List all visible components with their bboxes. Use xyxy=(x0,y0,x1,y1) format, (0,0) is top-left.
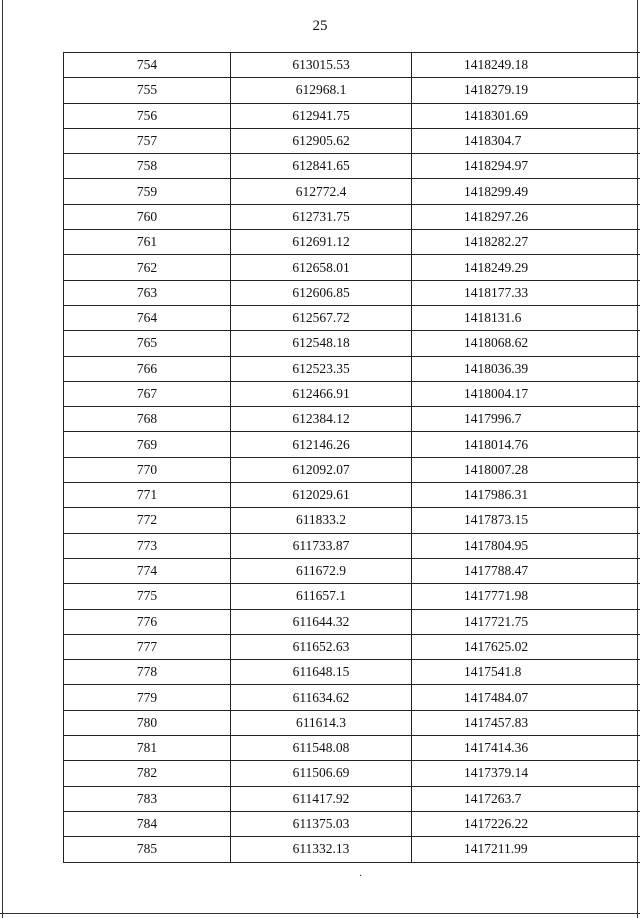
table-row xyxy=(64,660,640,685)
y-coordinate-cell: 1417541.8 xyxy=(412,660,640,685)
table-row xyxy=(64,533,640,558)
x-coordinate-cell: 611648.15 xyxy=(231,660,412,685)
point-number-cell: 763 xyxy=(64,280,231,305)
y-coordinate-cell: 1418279.19 xyxy=(412,78,640,103)
y-coordinate-cell: 1417414.36 xyxy=(412,736,640,761)
point-number-cell: 777 xyxy=(64,634,231,659)
x-coordinate-cell: 611652.63 xyxy=(231,634,412,659)
y-coordinate-cell: 1418301.69 xyxy=(412,103,640,128)
point-number-cell: 782 xyxy=(64,761,231,786)
point-number-cell: 762 xyxy=(64,255,231,280)
coordinates-table xyxy=(63,52,640,863)
y-coordinate-cell: 1417226.22 xyxy=(412,811,640,836)
page-edge-bottom xyxy=(0,913,640,914)
point-number-cell: 765 xyxy=(64,331,231,356)
x-coordinate-cell: 612841.65 xyxy=(231,154,412,179)
x-coordinate-cell: 613015.53 xyxy=(231,53,412,78)
x-coordinate-cell: 611657.1 xyxy=(231,584,412,609)
page-number: 25 xyxy=(312,18,328,34)
point-number-cell: 778 xyxy=(64,660,231,685)
table-row xyxy=(64,103,640,128)
table-row xyxy=(64,710,640,735)
table-row xyxy=(64,736,640,761)
point-number-cell: 775 xyxy=(64,584,231,609)
table-row xyxy=(64,837,640,862)
point-number-cell: 784 xyxy=(64,811,231,836)
y-coordinate-cell: 1418014.76 xyxy=(412,432,640,457)
y-coordinate-cell: 1418304.7 xyxy=(412,128,640,153)
point-number-cell: 779 xyxy=(64,685,231,710)
point-number-cell: 772 xyxy=(64,508,231,533)
y-coordinate-cell: 1417457.83 xyxy=(412,710,640,735)
table-row xyxy=(64,685,640,710)
y-coordinate-cell: 1417211.99 xyxy=(412,837,640,862)
x-coordinate-cell: 611672.9 xyxy=(231,558,412,583)
table-row xyxy=(64,331,640,356)
table-row xyxy=(64,457,640,482)
y-coordinate-cell: 1417263.7 xyxy=(412,786,640,811)
table-row xyxy=(64,128,640,153)
table-row xyxy=(64,179,640,204)
table-row xyxy=(64,255,640,280)
x-coordinate-cell: 612606.85 xyxy=(231,280,412,305)
table-row xyxy=(64,280,640,305)
table-row xyxy=(64,483,640,508)
x-coordinate-cell: 612905.62 xyxy=(231,128,412,153)
x-coordinate-cell: 611733.87 xyxy=(231,533,412,558)
x-coordinate-cell: 612658.01 xyxy=(231,255,412,280)
table-row xyxy=(64,78,640,103)
table-row xyxy=(64,154,640,179)
x-coordinate-cell: 611833.2 xyxy=(231,508,412,533)
point-number-cell: 766 xyxy=(64,356,231,381)
y-coordinate-cell: 1417996.7 xyxy=(412,407,640,432)
point-number-cell: 780 xyxy=(64,710,231,735)
point-number-cell: 769 xyxy=(64,432,231,457)
y-coordinate-cell: 1417484.07 xyxy=(412,685,640,710)
x-coordinate-cell: 611417.92 xyxy=(231,786,412,811)
y-coordinate-cell: 1417788.47 xyxy=(412,558,640,583)
x-coordinate-cell: 612731.75 xyxy=(231,204,412,229)
y-coordinate-cell: 1418036.39 xyxy=(412,356,640,381)
table-row xyxy=(64,53,640,78)
point-number-cell: 767 xyxy=(64,381,231,406)
table-row xyxy=(64,432,640,457)
y-coordinate-cell: 1417625.02 xyxy=(412,634,640,659)
y-coordinate-cell: 1417721.75 xyxy=(412,609,640,634)
point-number-cell: 771 xyxy=(64,483,231,508)
table-row xyxy=(64,811,640,836)
table-row xyxy=(64,786,640,811)
point-number-cell: 774 xyxy=(64,558,231,583)
x-coordinate-cell: 611375.03 xyxy=(231,811,412,836)
point-number-cell: 760 xyxy=(64,204,231,229)
x-coordinate-cell: 612567.72 xyxy=(231,305,412,330)
point-number-cell: 758 xyxy=(64,154,231,179)
table-row xyxy=(64,558,640,583)
point-number-cell: 783 xyxy=(64,786,231,811)
point-number-cell: 781 xyxy=(64,736,231,761)
y-coordinate-cell: 1418299.49 xyxy=(412,179,640,204)
y-coordinate-cell: 1418007.28 xyxy=(412,457,640,482)
point-number-cell: 757 xyxy=(64,128,231,153)
y-coordinate-cell: 1417873.15 xyxy=(412,508,640,533)
x-coordinate-cell: 612523.35 xyxy=(231,356,412,381)
table-row xyxy=(64,356,640,381)
y-coordinate-cell: 1418249.18 xyxy=(412,53,640,78)
point-number-cell: 785 xyxy=(64,837,231,862)
x-coordinate-cell: 612466.91 xyxy=(231,381,412,406)
footer-mark: · xyxy=(359,871,363,882)
x-coordinate-cell: 611614.3 xyxy=(231,710,412,735)
y-coordinate-cell: 1418004.17 xyxy=(412,381,640,406)
x-coordinate-cell: 612029.61 xyxy=(231,483,412,508)
table-row xyxy=(64,204,640,229)
point-number-cell: 764 xyxy=(64,305,231,330)
x-coordinate-cell: 612968.1 xyxy=(231,78,412,103)
table-row xyxy=(64,609,640,634)
point-number-cell: 754 xyxy=(64,53,231,78)
page-edge-left xyxy=(2,0,3,918)
point-number-cell: 759 xyxy=(64,179,231,204)
table-row xyxy=(64,230,640,255)
y-coordinate-cell: 1418294.97 xyxy=(412,154,640,179)
table-row xyxy=(64,407,640,432)
y-coordinate-cell: 1418282.27 xyxy=(412,230,640,255)
y-coordinate-cell: 1417771.98 xyxy=(412,584,640,609)
point-number-cell: 773 xyxy=(64,533,231,558)
point-number-cell: 756 xyxy=(64,103,231,128)
point-number-cell: 770 xyxy=(64,457,231,482)
point-number-cell: 768 xyxy=(64,407,231,432)
table-row xyxy=(64,381,640,406)
point-number-cell: 776 xyxy=(64,609,231,634)
x-coordinate-cell: 611634.62 xyxy=(231,685,412,710)
x-coordinate-cell: 611548.08 xyxy=(231,736,412,761)
table-row xyxy=(64,761,640,786)
y-coordinate-cell: 1418131.6 xyxy=(412,305,640,330)
x-coordinate-cell: 611332.13 xyxy=(231,837,412,862)
x-coordinate-cell: 612146.26 xyxy=(231,432,412,457)
table-row xyxy=(64,634,640,659)
x-coordinate-cell: 611644.32 xyxy=(231,609,412,634)
x-coordinate-cell: 612092.07 xyxy=(231,457,412,482)
table-row xyxy=(64,584,640,609)
y-coordinate-cell: 1418068.62 xyxy=(412,331,640,356)
x-coordinate-cell: 612691.12 xyxy=(231,230,412,255)
x-coordinate-cell: 611506.69 xyxy=(231,761,412,786)
y-coordinate-cell: 1417379.14 xyxy=(412,761,640,786)
y-coordinate-cell: 1418177.33 xyxy=(412,280,640,305)
y-coordinate-cell: 1417986.31 xyxy=(412,483,640,508)
x-coordinate-cell: 612548.18 xyxy=(231,331,412,356)
x-coordinate-cell: 612772.4 xyxy=(231,179,412,204)
x-coordinate-cell: 612384.12 xyxy=(231,407,412,432)
point-number-cell: 761 xyxy=(64,230,231,255)
y-coordinate-cell: 1418249.29 xyxy=(412,255,640,280)
x-coordinate-cell: 612941.75 xyxy=(231,103,412,128)
table-row xyxy=(64,305,640,330)
y-coordinate-cell: 1417804.95 xyxy=(412,533,640,558)
table-row xyxy=(64,508,640,533)
point-number-cell: 755 xyxy=(64,78,231,103)
coordinates-table-body xyxy=(64,53,640,863)
y-coordinate-cell: 1418297.26 xyxy=(412,204,640,229)
